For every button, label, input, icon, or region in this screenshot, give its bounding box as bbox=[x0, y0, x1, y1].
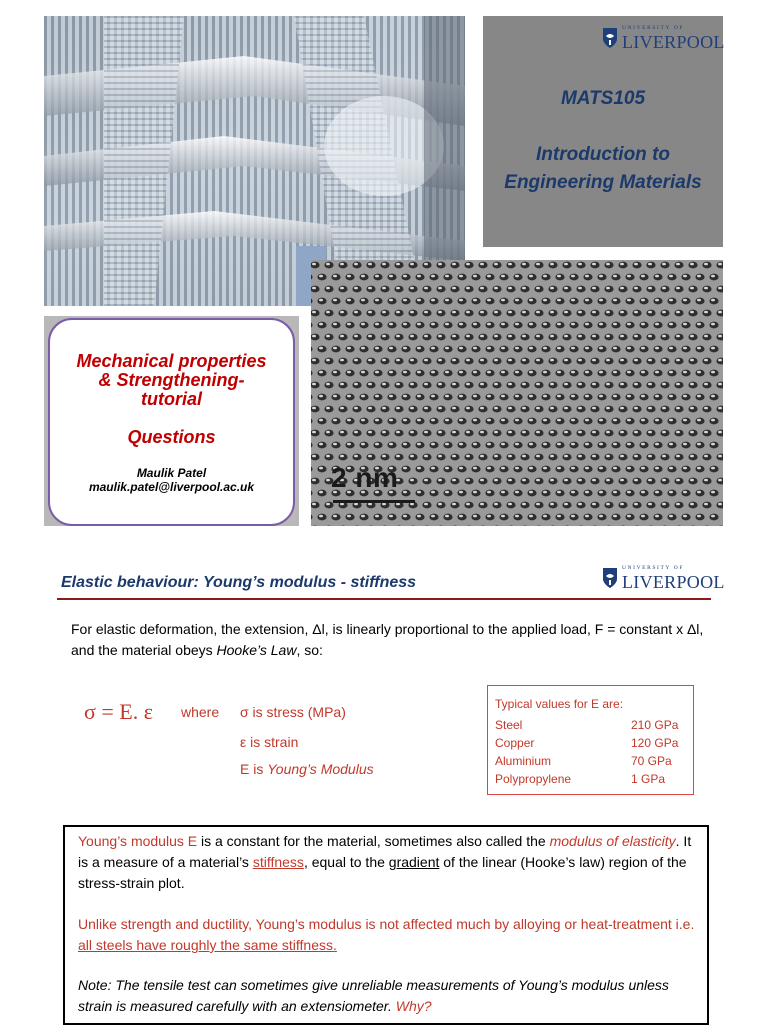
scale-bar bbox=[333, 500, 415, 503]
tutorial-title-line-2: & Strengthening- bbox=[50, 371, 293, 390]
table-row bbox=[495, 718, 687, 732]
shield-icon bbox=[602, 27, 618, 49]
modulus-definition bbox=[240, 761, 374, 777]
author-email: maulik.patel@liverpool.ac.uk bbox=[50, 480, 293, 494]
course-title-line-2: Engineering Materials bbox=[483, 169, 723, 197]
logo-liverpool: LIVERPOOL bbox=[622, 573, 725, 591]
intro-text-a: For elastic deformation, the extension, Δl, is linearly proportional to the applied load, F = constant x Δl, and the material obeys bbox=[71, 621, 703, 658]
explanation-paragraph-3 bbox=[78, 975, 698, 1017]
logo-university-of: UNIVERSITY OF bbox=[622, 26, 725, 32]
modulus-name: Young’s Modulus bbox=[267, 761, 373, 777]
youngs-modulus-equation: σ = E. ε bbox=[84, 699, 153, 725]
atomic-lattice-image bbox=[311, 260, 723, 526]
questions-label: Questions bbox=[50, 427, 293, 448]
why-question: Why? bbox=[396, 998, 432, 1014]
author bbox=[50, 466, 293, 494]
modulus-definition-prefix: E is bbox=[240, 761, 267, 777]
title-divider bbox=[57, 598, 711, 600]
course-title-line-1: Introduction to bbox=[483, 141, 723, 169]
table-row bbox=[495, 754, 687, 768]
stiffness-term: stiffness bbox=[253, 854, 304, 870]
typical-values-header: Typical values for E are: bbox=[495, 697, 623, 711]
logo-liverpool: LIVERPOOL bbox=[622, 33, 725, 51]
p1-text-d: of the linear (Hooke’s law) region of the stress-strain plot. bbox=[78, 854, 687, 891]
author-name: Maulik Patel bbox=[50, 466, 293, 480]
youngs-modulus-term: Young’s modulus E bbox=[78, 833, 197, 849]
intro-text-b: , so: bbox=[296, 642, 322, 658]
strain-definition: ε is strain bbox=[240, 734, 298, 750]
table-row bbox=[495, 736, 687, 750]
course-code: MATS105 bbox=[483, 88, 723, 110]
gradient-term: gradient bbox=[389, 854, 440, 870]
material-name: Polypropylene bbox=[495, 772, 631, 786]
p1-text-a: is a constant for the material, sometimes also called the bbox=[197, 833, 550, 849]
material-modulus: 210 GPa bbox=[631, 718, 678, 732]
explanation-paragraph-2 bbox=[78, 914, 698, 956]
tutorial-info-box bbox=[44, 316, 299, 526]
explanation-box bbox=[63, 825, 709, 1025]
tutorial-title-line-1: Mechanical properties bbox=[50, 352, 293, 371]
material-name: Copper bbox=[495, 736, 631, 750]
tutorial-info-card bbox=[48, 318, 295, 526]
logo-university-of: UNIVERSITY OF bbox=[622, 566, 725, 572]
university-logo-2 bbox=[602, 566, 725, 591]
material-modulus: 1 GPa bbox=[631, 772, 665, 786]
equation-where: where bbox=[181, 704, 219, 720]
tutorial-title-line-3: tutorial bbox=[50, 390, 293, 409]
material-name: Aluminium bbox=[495, 754, 631, 768]
same-stiffness-statement: all steels have roughly the same stiffness. bbox=[78, 937, 337, 953]
scale-bar-label: 2 nm bbox=[331, 462, 398, 494]
intro-paragraph bbox=[71, 619, 711, 661]
typical-values-box bbox=[487, 685, 694, 795]
p3-text-a: Note: The tensile test can sometimes give unreliable measurements of Young’s modulus unless strain is measured carefully with an extensiometer. bbox=[78, 977, 669, 1014]
tutorial-title bbox=[50, 352, 293, 409]
material-name: Steel bbox=[495, 718, 631, 732]
material-modulus: 70 GPa bbox=[631, 754, 672, 768]
slide-title: Elastic behaviour: Young’s modulus - stiffness bbox=[61, 574, 416, 592]
modulus-of-elasticity-term: modulus of elasticity bbox=[550, 833, 676, 849]
shield-icon bbox=[602, 567, 618, 589]
university-logo bbox=[602, 26, 725, 51]
p1-text-b: . It is a measure of a material’s bbox=[78, 833, 691, 870]
explanation-paragraph-1 bbox=[78, 831, 698, 894]
p1-text-c: , equal to the bbox=[304, 854, 389, 870]
course-title bbox=[483, 141, 723, 197]
hookes-law-term: Hooke’s Law bbox=[217, 642, 297, 658]
table-row bbox=[495, 772, 687, 786]
stress-definition: σ is stress (MPa) bbox=[240, 704, 346, 720]
material-modulus: 120 GPa bbox=[631, 736, 678, 750]
p2-text-a: Unlike strength and ductility, Young’s modulus is not affected much by alloying or heat-treatment i.e. bbox=[78, 916, 694, 932]
